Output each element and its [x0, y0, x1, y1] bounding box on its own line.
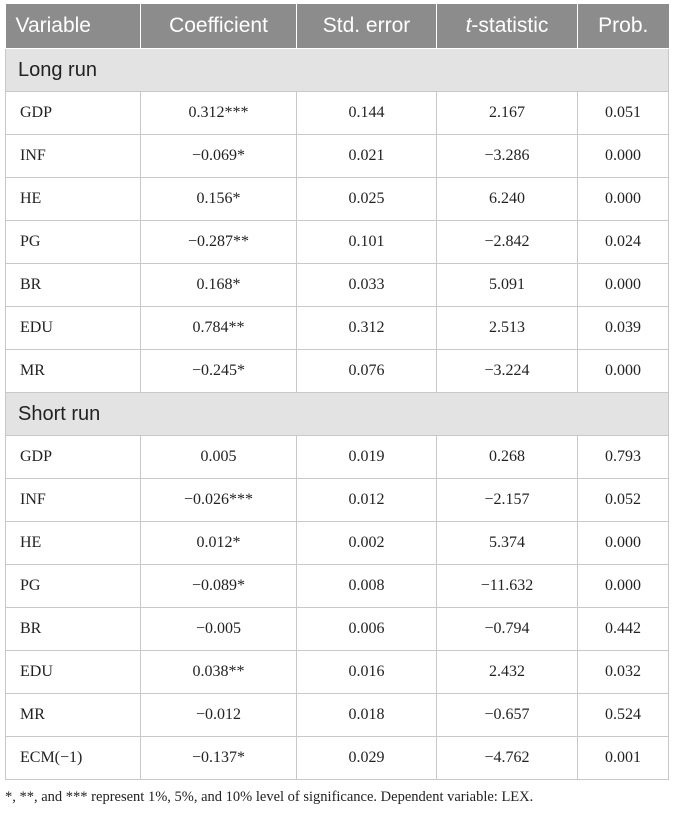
table-row [6, 264, 669, 307]
cell-coefficient: 0.012* [141, 522, 297, 565]
cell-t-statistic: 0.268 [437, 436, 578, 479]
cell-std-error: 0.076 [297, 350, 437, 393]
table-row [6, 565, 669, 608]
cell-prob: 0.001 [578, 737, 669, 780]
cell-prob: 0.024 [578, 221, 669, 264]
cell-variable: PG [6, 565, 141, 608]
header-variable: Variable [6, 4, 141, 49]
cell-std-error: 0.018 [297, 694, 437, 737]
table-row [6, 221, 669, 264]
cell-t-statistic: −3.224 [437, 350, 578, 393]
cell-t-statistic: −4.762 [437, 737, 578, 780]
cell-t-statistic: 5.091 [437, 264, 578, 307]
table-footnote: *, **, and *** represent 1%, 5%, and 10% level of significance. Dependent variable: LEX. [5, 789, 534, 805]
cell-t-statistic: −11.632 [437, 565, 578, 608]
cell-std-error: 0.101 [297, 221, 437, 264]
cell-t-statistic: −2.157 [437, 479, 578, 522]
cell-coefficient: −0.089* [141, 565, 297, 608]
cell-coefficient: 0.156* [141, 178, 297, 221]
cell-std-error: 0.021 [297, 135, 437, 178]
table-row [6, 92, 669, 135]
table-row [6, 608, 669, 651]
table-row [6, 436, 669, 479]
cell-prob: 0.052 [578, 479, 669, 522]
cell-t-statistic: −0.657 [437, 694, 578, 737]
header-std-error: Std. error [297, 4, 437, 49]
cell-variable: ECM(−1) [6, 737, 141, 780]
section-title: Long run [6, 49, 669, 92]
cell-t-statistic: 2.167 [437, 92, 578, 135]
cell-prob: 0.000 [578, 522, 669, 565]
header-t-statistic [437, 4, 578, 49]
section-row [6, 393, 669, 436]
cell-coefficient: 0.005 [141, 436, 297, 479]
cell-t-statistic: 5.374 [437, 522, 578, 565]
table-row [6, 135, 669, 178]
table-row [6, 737, 669, 780]
cell-std-error: 0.029 [297, 737, 437, 780]
header-t-italic: t [465, 14, 472, 37]
header-row [6, 4, 669, 49]
header-prob: Prob. [578, 4, 669, 49]
cell-prob: 0.442 [578, 608, 669, 651]
cell-std-error: 0.002 [297, 522, 437, 565]
cell-coefficient: −0.026*** [141, 479, 297, 522]
cell-coefficient: −0.287** [141, 221, 297, 264]
cell-std-error: 0.012 [297, 479, 437, 522]
cell-coefficient: −0.069* [141, 135, 297, 178]
cell-prob: 0.000 [578, 264, 669, 307]
cell-variable: GDP [6, 436, 141, 479]
cell-t-statistic: 6.240 [437, 178, 578, 221]
cell-variable: MR [6, 694, 141, 737]
cell-prob: 0.000 [578, 350, 669, 393]
table-row [6, 350, 669, 393]
cell-std-error: 0.312 [297, 307, 437, 350]
cell-prob: 0.793 [578, 436, 669, 479]
cell-variable: HE [6, 522, 141, 565]
cell-coefficient: −0.012 [141, 694, 297, 737]
cell-variable: GDP [6, 92, 141, 135]
cell-variable: MR [6, 350, 141, 393]
header-t-suffix: -statistic [471, 14, 549, 37]
table-row [6, 479, 669, 522]
cell-prob: 0.051 [578, 92, 669, 135]
cell-prob: 0.039 [578, 307, 669, 350]
cell-prob: 0.000 [578, 565, 669, 608]
cell-std-error: 0.025 [297, 178, 437, 221]
cell-coefficient: 0.038** [141, 651, 297, 694]
cell-variable: BR [6, 264, 141, 307]
cell-coefficient: 0.312*** [141, 92, 297, 135]
cell-variable: PG [6, 221, 141, 264]
cell-std-error: 0.144 [297, 92, 437, 135]
cell-std-error: 0.016 [297, 651, 437, 694]
cell-t-statistic: −0.794 [437, 608, 578, 651]
cell-std-error: 0.019 [297, 436, 437, 479]
table-row [6, 651, 669, 694]
cell-variable: BR [6, 608, 141, 651]
cell-std-error: 0.008 [297, 565, 437, 608]
cell-coefficient: 0.168* [141, 264, 297, 307]
table-row [6, 694, 669, 737]
table-row [6, 178, 669, 221]
cell-std-error: 0.006 [297, 608, 437, 651]
cell-prob: 0.524 [578, 694, 669, 737]
cell-variable: HE [6, 178, 141, 221]
cell-prob: 0.000 [578, 178, 669, 221]
cell-coefficient: −0.245* [141, 350, 297, 393]
cell-variable: INF [6, 479, 141, 522]
cell-t-statistic: 2.432 [437, 651, 578, 694]
table-row [6, 522, 669, 565]
cell-variable: INF [6, 135, 141, 178]
section-row [6, 49, 669, 92]
cell-coefficient: 0.784** [141, 307, 297, 350]
results-table [5, 4, 669, 780]
table-row [6, 307, 669, 350]
cell-prob: 0.032 [578, 651, 669, 694]
cell-coefficient: −0.005 [141, 608, 297, 651]
cell-prob: 0.000 [578, 135, 669, 178]
cell-t-statistic: −3.286 [437, 135, 578, 178]
cell-variable: EDU [6, 651, 141, 694]
cell-std-error: 0.033 [297, 264, 437, 307]
header-coefficient: Coefficient [141, 4, 297, 49]
cell-coefficient: −0.137* [141, 737, 297, 780]
section-title: Short run [6, 393, 669, 436]
cell-t-statistic: 2.513 [437, 307, 578, 350]
cell-t-statistic: −2.842 [437, 221, 578, 264]
cell-variable: EDU [6, 307, 141, 350]
table-body [6, 49, 669, 780]
